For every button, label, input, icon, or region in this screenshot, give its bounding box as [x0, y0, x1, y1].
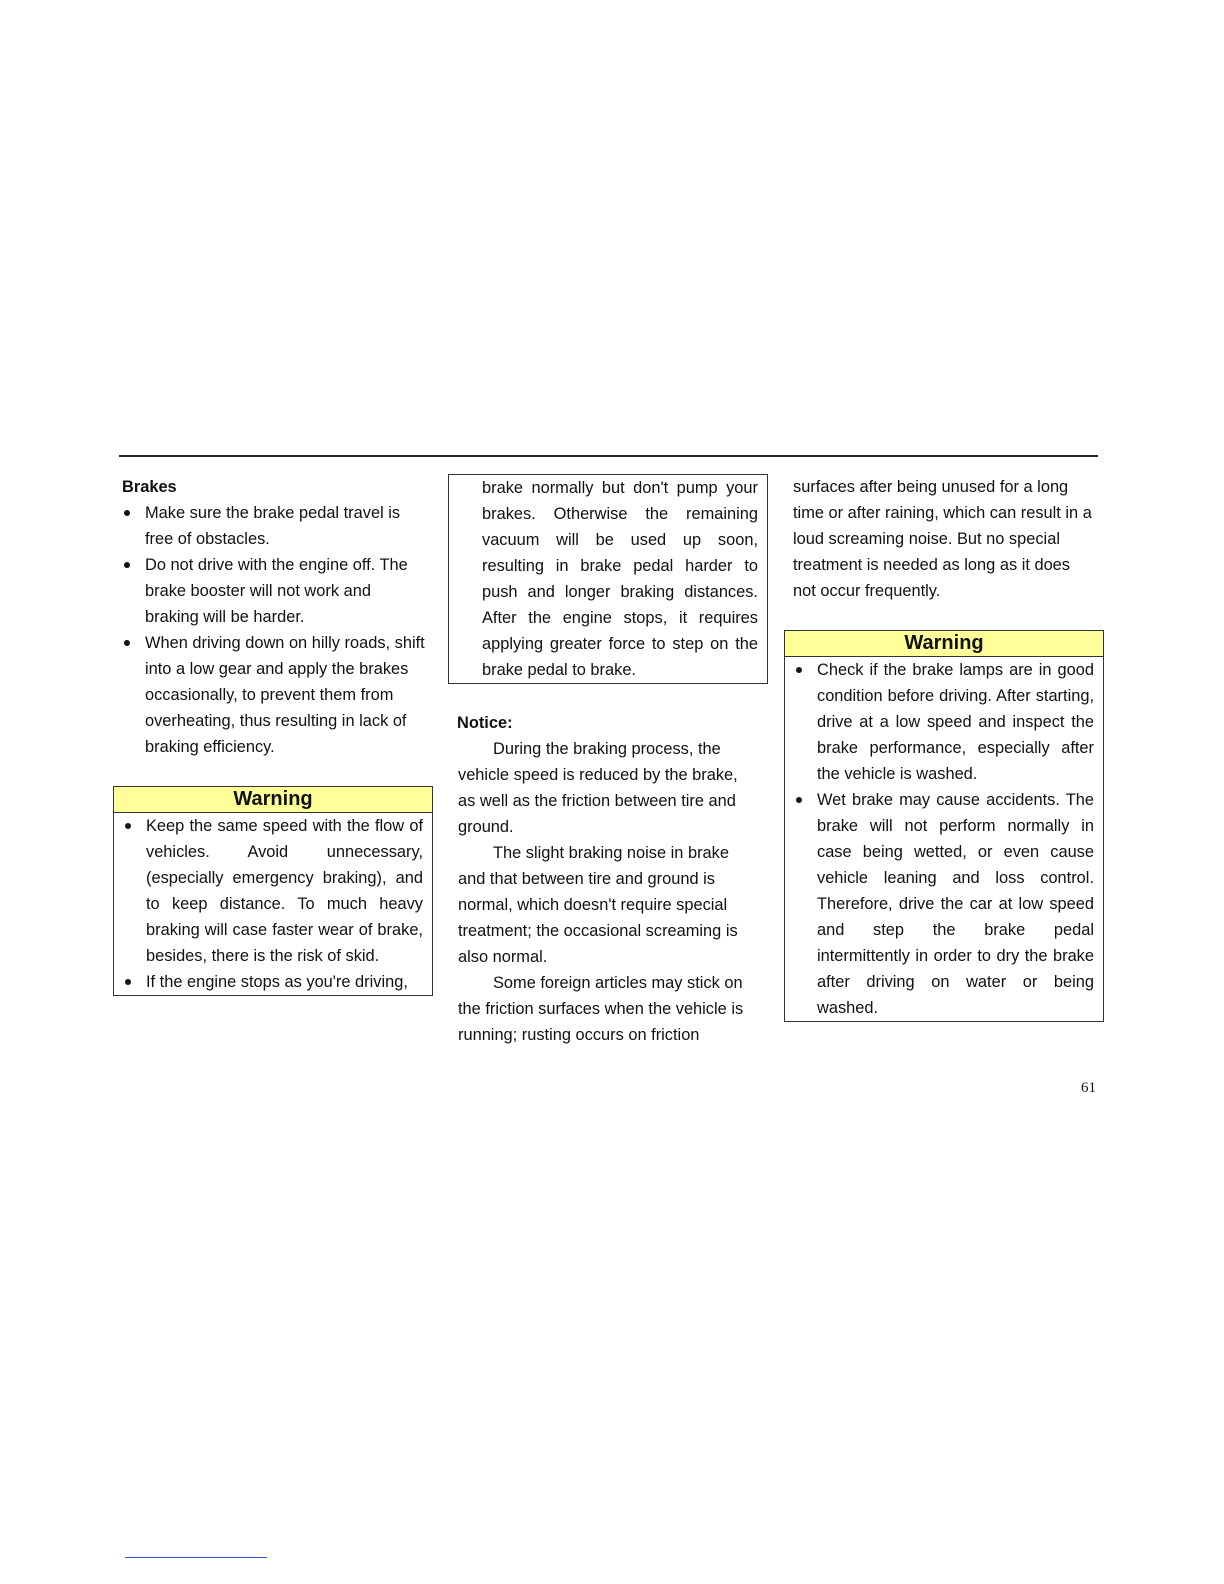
column-2	[448, 474, 768, 1048]
warning-title-2: Warning	[785, 631, 1103, 657]
warning-box-2	[784, 630, 1104, 1022]
warning-1-bullet-1: Keep the same speed with the flow of vehicles. Avoid unnecessary, (especially emergency braking), and to keep distance. To much heavy braking will case faster wear of brake, besides, there is the risk of skid.	[114, 813, 432, 969]
warning-2-bullet-list	[785, 657, 1103, 1021]
warning-2-bullet-1: Check if the brake lamps are in good condition before driving. After starting, drive at a low speed and inspect the brake performance, especially after the vehicle is washed.	[785, 657, 1103, 787]
brakes-bullet-2: Do not drive with the engine off. The brake booster will not work and braking will be harder.	[113, 552, 433, 630]
top-rule	[119, 455, 1098, 457]
notice-paragraph-1: During the braking process, the vehicle speed is reduced by the brake, as well as the friction between tire and ground.	[458, 740, 738, 836]
notice-paragraph-2: The slight braking noise in brake and that between tire and ground is normal, which doesn't require special treatment; the occasional screaming is also normal.	[458, 844, 738, 966]
column-3	[784, 474, 1104, 1022]
brakes-bullet-3: When driving down on hilly roads, shift into a low gear and apply the brakes occasionally, to prevent them from overheating, thus resulting in lack of braking efficiency.	[113, 630, 433, 760]
column-1	[113, 474, 433, 996]
continuation-text: brake normally but don't pump your brakes. Otherwise the remaining vacuum will be used up soon, resulting in brake pedal harder to push and longer braking distances. After the engine stops, it requires applying greater force to step on the brake pedal to brake.	[482, 479, 758, 679]
continuation-text-2: surfaces after being unused for a long time or after raining, which can result in a loud screaming noise. But no special treatment is needed as long as it does not occur frequently.	[793, 478, 1092, 600]
notice-heading: Notice:	[457, 714, 513, 732]
brakes-bullet-1: Make sure the brake pedal travel is free of obstacles.	[113, 500, 433, 552]
warning-title-1: Warning	[114, 787, 432, 813]
notice-paragraph-3: Some foreign articles may stick on the friction surfaces when the vehicle is running; rusting occurs on friction	[458, 974, 744, 1044]
footer-line	[125, 1557, 267, 1558]
warning-1-bullet-list	[114, 813, 432, 995]
warning-1-bullet-2: If the engine stops as you're driving,	[114, 969, 432, 995]
warning-box-1	[113, 786, 433, 996]
continuation-box	[448, 474, 768, 684]
brakes-heading: Brakes	[122, 478, 177, 496]
notice-section	[448, 710, 768, 1048]
page-number: 61	[1081, 1080, 1096, 1096]
warning-2-bullet-2: Wet brake may cause accidents. The brake will not perform normally in case being wetted, or even cause vehicle leaning and loss control. Therefore, drive the car at low speed and step the brake pedal intermittently in order to dry the brake after driving on water or being washed.	[785, 787, 1103, 1021]
brakes-bullet-list	[113, 500, 433, 760]
